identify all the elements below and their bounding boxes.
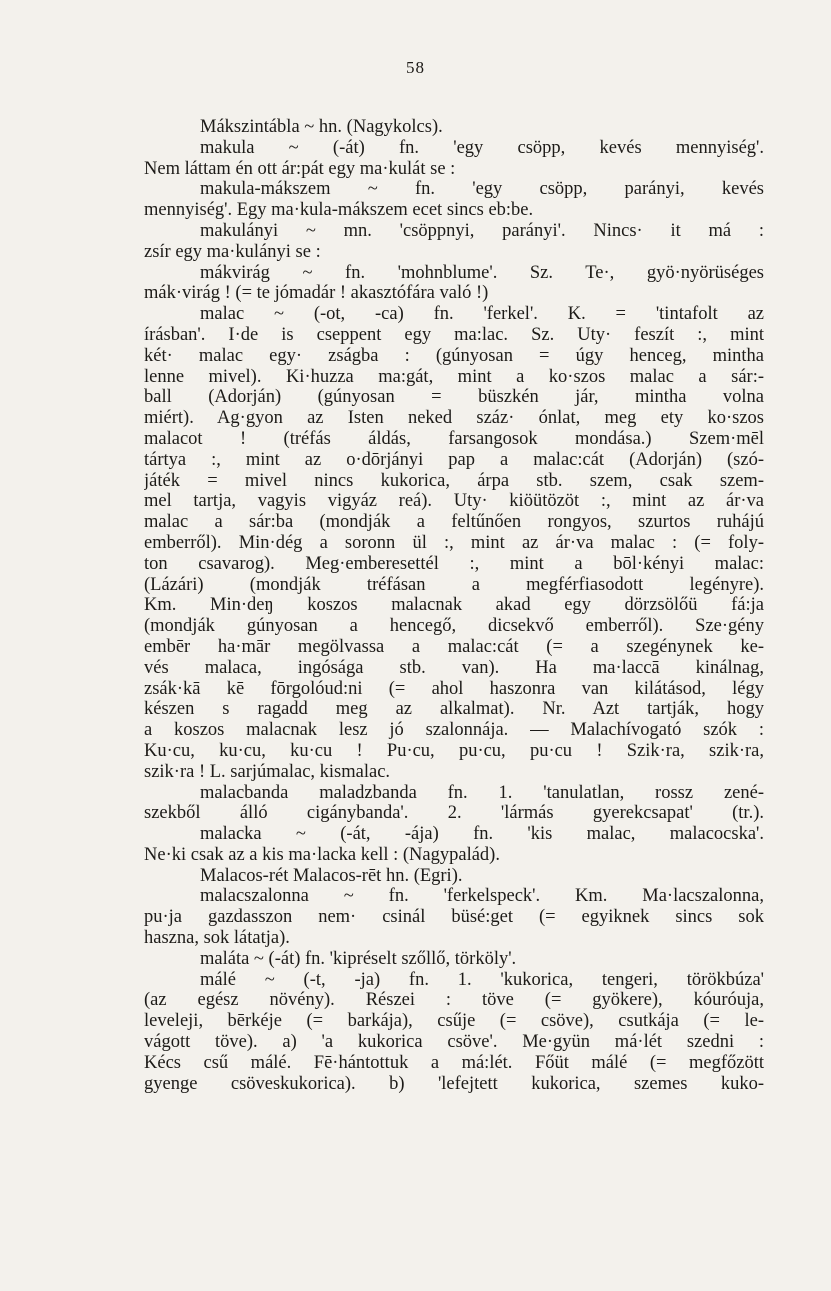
text-line: embēr ha·mār megölvassa a malac:cát (= a szegénynek ke- xyxy=(144,636,764,657)
text-line: Ku·cu, ku·cu, ku·cu ! Pu·cu, pu·cu, pu·cu ! Szik·ra, szik·ra, xyxy=(144,740,764,761)
text-line: szik·ra ! L. sarjúmalac, kismalac. xyxy=(144,761,391,782)
text-line: Malacos-rét Malacos-rēt hn. (Egri). xyxy=(200,865,463,886)
text-line: mel tartja, vagyis vigyáz reá). Uty· kiöütözöt :, mint az ár·va xyxy=(144,491,764,512)
text-line: malacszalonna ~ fn. 'ferkelspeck'. Km. Ma·lacszalonna, xyxy=(200,886,764,907)
text-line: vés malaca, ingósága stb. van). Ha ma·laccā kinálnag, xyxy=(144,657,764,678)
text-line: zsák·kā kē fōrgolóud:ni (= ahol haszonra van kilátásod, légy xyxy=(144,678,764,699)
text-line: málé ~ (-t, -ja) fn. 1. 'kukorica, tengeri, törökbúza' xyxy=(200,969,764,990)
text-line: miért). Ag·gyon az Isten neked száz· ónlat, meg ety ko·szos xyxy=(144,408,764,429)
text-line: a koszos malacnak lesz jó szalonnája. — Malachívogató szók : xyxy=(144,720,764,741)
text-line: Nem láttam én ott ár:pát egy ma·kulát se : xyxy=(144,158,456,179)
dictionary-text xyxy=(144,117,764,1094)
text-line: mák·virág ! (= te jómadár ! akasztófára való !) xyxy=(144,283,489,304)
text-line: gyenge csöveskukorica). b) 'lefejtett kukorica, szemes kuko- xyxy=(144,1073,764,1094)
text-line: malac ~ (-ot, -ca) fn. 'ferkel'. K. = 'tintafolt az xyxy=(200,304,764,325)
text-line: tártya :, mint az o·dōrjányi pap a malac:cát (Adorján) (szó- xyxy=(144,449,764,470)
text-line: Km. Min·deŋ koszos malacnak akad egy dörzsölőü fá:ja xyxy=(144,595,764,616)
text-line: emberről). Min·dég a soronn ül :, mint az ár·va malac : (= foly- xyxy=(144,532,764,553)
text-line: haszna, sok látatja). xyxy=(144,928,290,949)
text-line: malacka ~ (-át, -ája) fn. 'kis malac, malacocska'. xyxy=(200,824,764,845)
text-line: (Lázári) (mondják tréfásan a megférfiasodott legényre). xyxy=(144,574,764,595)
text-line: zsír egy ma·kulányi se : xyxy=(144,241,321,262)
text-line: maláta ~ (-át) fn. 'kipréselt szőllő, törköly'. xyxy=(200,948,517,969)
text-line: vágott töve). a) 'a kukorica csöve'. Me·gyün má·lét szedni : xyxy=(144,1032,764,1053)
text-line: (az egész növény). Részei : töve (= gyökere), kóuróuja, xyxy=(144,990,764,1011)
text-line: makula-mákszem ~ fn. 'egy csöpp, parányi, kevés xyxy=(200,179,764,200)
text-line: leveleji, bērkéje (= barkája), csűje (= csöve), csutkája (= le- xyxy=(144,1011,764,1032)
text-line: játék = mivel nincs kukorica, árpa stb. szem, csak szem- xyxy=(144,470,764,491)
text-line: (mondják gúnyosan a hencegő, dicsekvő emberről). Sze·gény xyxy=(144,616,764,637)
text-line: Ne·ki csak az a kis ma·lacka kell : (Nagypalád). xyxy=(144,844,500,865)
text-line: pu·ja gazdasszon nem· csinál büsé:get (= egyiknek sincs sok xyxy=(144,907,764,928)
text-line: Mákszintábla ~ hn. (Nagykolcs). xyxy=(200,117,443,137)
text-line: makulányi ~ mn. 'csöppnyi, parányi'. Nincs· it má : xyxy=(200,220,764,241)
page-number: 58 xyxy=(406,58,425,77)
text-line: Kécs csű málé. Fē·hántottuk a má:lét. Főüt málé (= megfőzött xyxy=(144,1052,764,1073)
text-line: ball (Adorján) (gúnyosan = büszkén jár, mintha volna xyxy=(144,387,764,408)
text-line: malac a sár:ba (mondják a feltűnően rongyos, szurtos ruhájú xyxy=(144,512,764,533)
text-line: ton csavarog). Meg·emberesettél :, mint a bōl·kényi malac: xyxy=(144,553,764,574)
text-line: lenne mivel). Ki·huzza ma:gát, mint a ko·szos malac a sár:- xyxy=(144,366,764,387)
text-line: makula ~ (-át) fn. 'egy csöpp, kevés mennyiség'. xyxy=(200,137,764,158)
text-line: készen s ragadd meg az alkalmat). Nr. Azt tartják, hogy xyxy=(144,699,764,720)
text-line: malacot ! (tréfás áldás, farsangosok mondása.) Szem·mēl xyxy=(144,428,764,449)
text-line: két· malac egy· zságba : (gúnyosan = úgy henceg, mintha xyxy=(144,345,764,366)
text-line: mennyiség'. Egy ma·kula-mákszem ecet sincs eb:be. xyxy=(144,200,534,221)
text-line: malacbanda maladzbanda fn. 1. 'tanulatlan, rossz zené- xyxy=(200,782,764,803)
text-line: írásban'. I·de is cseppent egy ma:lac. Sz. Uty· feszít :, mint xyxy=(144,324,764,345)
text-line: mákvirág ~ fn. 'mohnblume'. Sz. Te·, gyö·nyörüséges xyxy=(200,262,764,283)
text-line: szekből álló cigánybanda'. 2. 'lármás gyerekcsapat' (tr.). xyxy=(144,803,764,824)
